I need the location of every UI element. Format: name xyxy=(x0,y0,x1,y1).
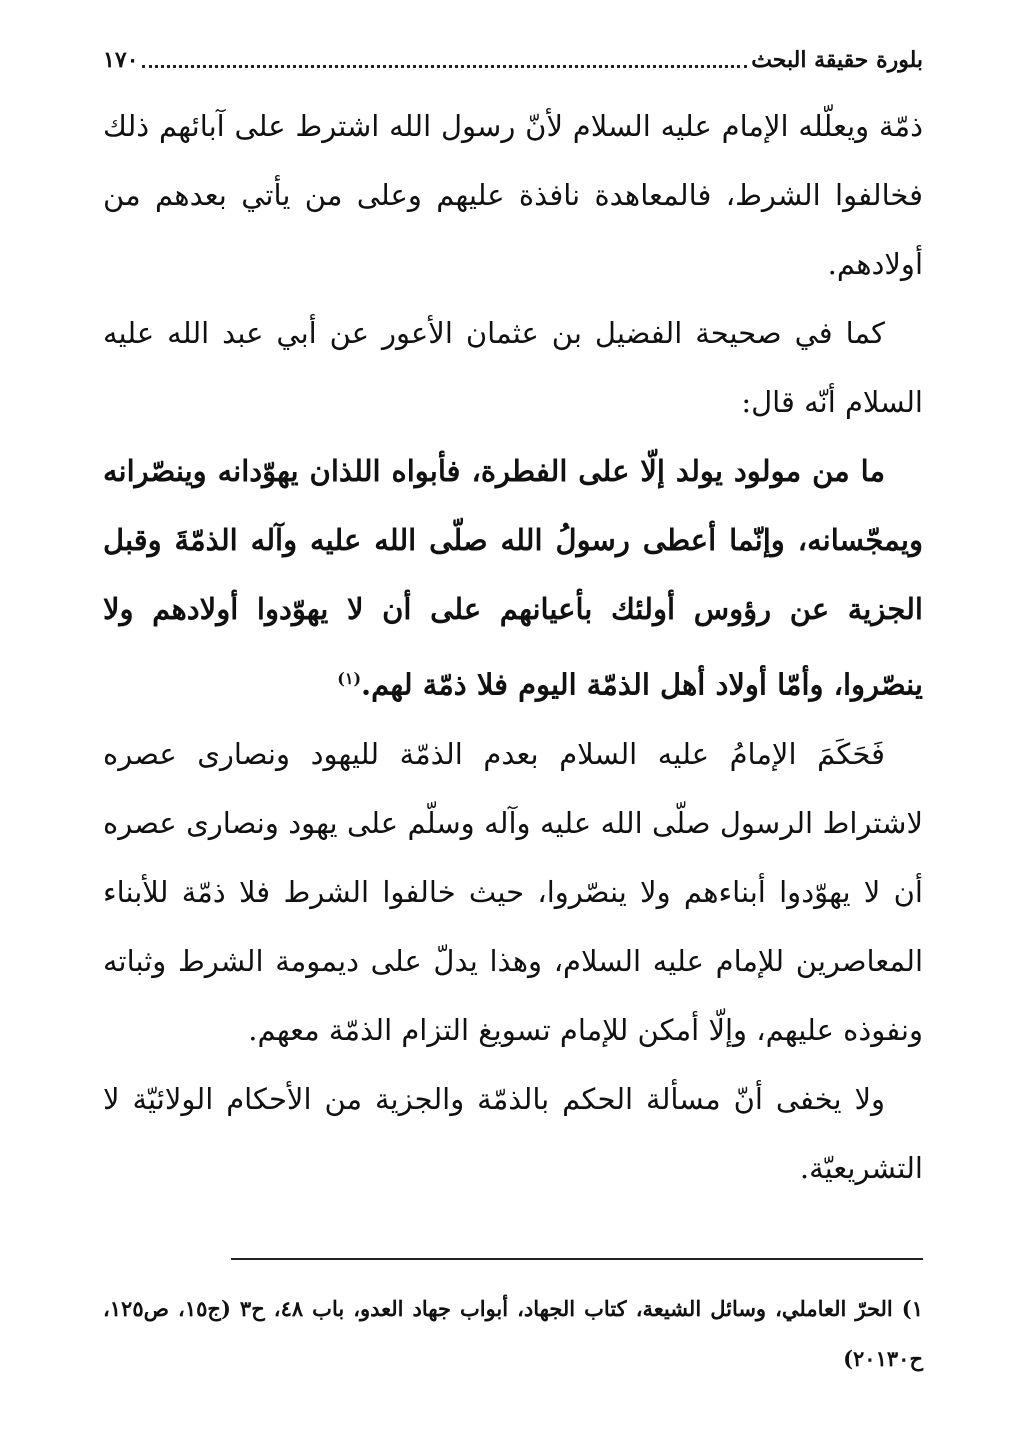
footnote: ١) الحرّ العاملي، وسائل الشيعة، كتاب الجهاد، أبواب جهاد العدو، باب ٤٨، ح٣ (ج١٥، ص١٢٥، ح٢٠١٣٠) xyxy=(103,1296,923,1371)
paragraph-conclusion: ولا يخفى أنّ مسألة الحكم بالذمّة والجزية من الأحكام الولائيّة لا التشريعيّة. xyxy=(103,1081,923,1185)
hadith-quote xyxy=(103,437,923,720)
paragraph-ruling: فَحَكَمَ الإمامُ عليه السلام بعدم الذمّة لليهود ونصارى عصره لاشتراط الرسول صلّى الله عليه وآله وسلّم على يهود ونصارى عصره أن لا يهوّدوا أبناءهم ولا ينصّروا، حيث خالفوا الشرط فلا ذمّة للأبناء المعاصرين للإمام عليه السلام، وهذا يدلّ على ديمومة الشرط وثباته ونفوذه عليهم، وإلّا أمكن للإمام تسويغ التزام الذمّة معهم. xyxy=(103,736,923,1047)
running-header-title: بلورة حقيقة البحث xyxy=(751,47,923,73)
paragraph-continuation: ذمّة ويعلّله الإمام عليه السلام لأنّ رسول الله اشترط على آبائهم ذلك فخالفوا الشرط، فالمعاهدة نافذة عليهم وعلى من يأتي بعدهم من أولادهم. xyxy=(103,109,923,281)
main-text xyxy=(103,92,923,1203)
hadith-quote-text: ما من مولود يولد إلّا على الفطرة، فأبواه اللذان يهوّدانه وينصّرانه ويمجّسانه، وإنّما أعطى رسولُ الله صلّى الله عليه وآله الذمّةَ وقبل الجزية عن رؤوس أولئك بأعيانهم على أن لا يهوّدوا أولادهم ولا ينصّروا، وأمّا أولاد أهل الذمّة اليوم فلا ذمّة لهم. xyxy=(103,454,923,702)
paragraph-narration-intro: كما في صحيحة الفضيل بن عثمان الأعور عن أبي عبد الله عليه السلام أنّه قال: xyxy=(103,316,923,419)
header-dot-leader xyxy=(142,53,747,68)
footnote-reference: (١) xyxy=(337,669,362,688)
footnote-separator xyxy=(231,1258,923,1260)
running-header xyxy=(103,40,923,80)
page-number: ١٧٠ xyxy=(103,47,139,73)
